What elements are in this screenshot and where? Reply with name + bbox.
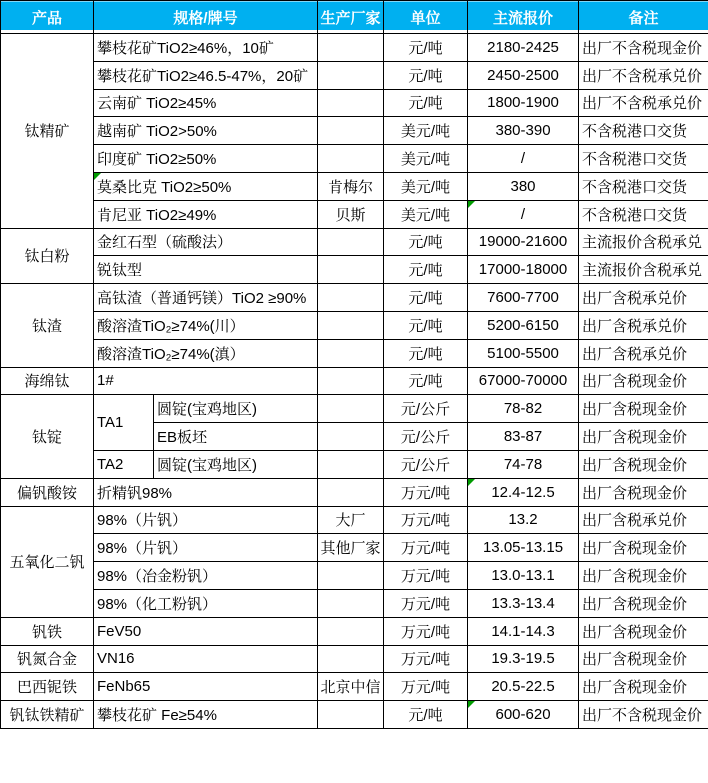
- product-cell: 钛精矿: [1, 34, 94, 229]
- unit-cell: 万元/吨: [384, 534, 468, 562]
- header-product: 产品: [1, 1, 94, 34]
- maker-cell: [318, 117, 384, 145]
- table-row: [1, 589, 708, 617]
- product-cell: 钒铁: [1, 617, 94, 645]
- product-cell: 钛渣: [1, 284, 94, 367]
- price-text: /: [520, 205, 526, 223]
- price-cell: 13.3-13.4: [468, 589, 579, 617]
- note-cell: 不含税港口交货: [579, 172, 708, 200]
- table-row: [1, 256, 708, 284]
- maker-cell: 其他厂家: [318, 534, 384, 562]
- spec-cell: 98%（片钒）: [94, 534, 318, 562]
- table-row: [1, 172, 708, 200]
- price-cell: 2180-2425: [468, 34, 579, 62]
- note-cell: 不含税港口交货: [579, 145, 708, 173]
- comment-marker-icon: [94, 173, 101, 180]
- comment-marker-icon: [468, 479, 475, 486]
- spec-cell: 圆锭(宝鸡地区): [154, 450, 318, 478]
- unit-cell: 元/公斤: [384, 395, 468, 423]
- unit-cell: 元/吨: [384, 228, 468, 256]
- maker-cell: [318, 645, 384, 673]
- spec-cell: 折精钒98%: [94, 478, 318, 506]
- unit-cell: 元/吨: [384, 256, 468, 284]
- table-row: [1, 367, 708, 395]
- note-cell: 不含税港口交货: [579, 200, 708, 228]
- spec-cell: 越南矿 TiO2>50%: [94, 117, 318, 145]
- note-cell: 出厂不含税承兑价: [579, 89, 708, 117]
- unit-cell: 万元/吨: [384, 478, 468, 506]
- comment-marker-icon: [468, 701, 475, 708]
- price-cell: 7600-7700: [468, 284, 579, 312]
- table-row: [1, 478, 708, 506]
- note-cell: 出厂含税承兑价: [579, 311, 708, 339]
- unit-cell: 元/吨: [384, 701, 468, 729]
- price-cell: 2450-2500: [468, 61, 579, 89]
- unit-cell: 万元/吨: [384, 673, 468, 701]
- unit-cell: 万元/吨: [384, 645, 468, 673]
- unit-cell: 元/公斤: [384, 450, 468, 478]
- maker-cell: [318, 589, 384, 617]
- spec-cell: 金红石型（硫酸法）: [94, 228, 318, 256]
- unit-cell: 美元/吨: [384, 117, 468, 145]
- table-row: [1, 395, 708, 423]
- table-row: [1, 450, 708, 478]
- spec-cell: VN16: [94, 645, 318, 673]
- price-cell: 380: [468, 172, 579, 200]
- spec-cell: 98%（片钒）: [94, 506, 318, 534]
- price-cell: 5100-5500: [468, 339, 579, 367]
- spec-cell: 攀枝花矿TiO2≥46%，10矿: [94, 34, 318, 62]
- comment-marker-icon: [468, 201, 475, 208]
- table-row: [1, 645, 708, 673]
- header-note: 备注: [579, 1, 708, 34]
- price-cell: 78-82: [468, 395, 579, 423]
- note-cell: 出厂含税现金价: [579, 673, 708, 701]
- table-row: [1, 339, 708, 367]
- note-cell: 出厂含税现金价: [579, 395, 708, 423]
- spec-cell: 圆锭(宝鸡地区): [154, 395, 318, 423]
- maker-cell: [318, 284, 384, 312]
- note-cell: 出厂不含税现金价: [579, 701, 708, 729]
- unit-cell: 元/公斤: [384, 423, 468, 451]
- maker-cell: [318, 395, 384, 423]
- unit-cell: 美元/吨: [384, 145, 468, 173]
- maker-cell: 肯梅尔: [318, 172, 384, 200]
- spec-text: 莫桑比克 TiO2≥50%: [97, 178, 232, 196]
- table-row: [1, 562, 708, 590]
- spec-cell: 1#: [94, 367, 318, 395]
- unit-cell: 美元/吨: [384, 172, 468, 200]
- note-cell: 出厂含税承兑价: [579, 339, 708, 367]
- table-row: [1, 284, 708, 312]
- price-cell: 5200-6150: [468, 311, 579, 339]
- note-cell: 出厂含税现金价: [579, 423, 708, 451]
- note-cell: 出厂含税现金价: [579, 478, 708, 506]
- maker-cell: [318, 89, 384, 117]
- table-row: [1, 117, 708, 145]
- spec-cell: EB板坯: [154, 423, 318, 451]
- spec-cell: 攀枝花矿 Fe≥54%: [94, 701, 318, 729]
- table-row: [1, 228, 708, 256]
- price-cell: 67000-70000: [468, 367, 579, 395]
- unit-cell: 元/吨: [384, 311, 468, 339]
- unit-cell: 万元/吨: [384, 562, 468, 590]
- price-text: 600-620: [495, 706, 551, 724]
- product-cell: 钒氮合金: [1, 645, 94, 673]
- product-cell: 偏钒酸铵: [1, 478, 94, 506]
- note-cell: 主流报价含税承兑: [579, 228, 708, 256]
- maker-cell: [318, 701, 384, 729]
- unit-cell: 元/吨: [384, 367, 468, 395]
- price-cell: 19000-21600: [468, 228, 579, 256]
- unit-cell: 元/吨: [384, 339, 468, 367]
- maker-cell: [318, 145, 384, 173]
- price-cell: 13.05-13.15: [468, 534, 579, 562]
- maker-cell: 贝斯: [318, 200, 384, 228]
- header-maker: 生产厂家: [318, 1, 384, 34]
- note-cell: 出厂不含税现金价: [579, 34, 708, 62]
- maker-cell: [318, 478, 384, 506]
- note-cell: 出厂不含税承兑价: [579, 61, 708, 89]
- product-cell: 钒钛铁精矿: [1, 701, 94, 729]
- unit-cell: 元/吨: [384, 61, 468, 89]
- note-cell: 出厂含税承兑价: [579, 506, 708, 534]
- unit-cell: 元/吨: [384, 284, 468, 312]
- note-cell: 出厂含税现金价: [579, 450, 708, 478]
- table-row: [1, 534, 708, 562]
- maker-cell: [318, 311, 384, 339]
- unit-cell: 美元/吨: [384, 200, 468, 228]
- price-text: 12.4-12.5: [491, 483, 555, 501]
- spec-cell: 酸溶渣TiO₂≥74%(滇）: [94, 339, 318, 367]
- maker-cell: [318, 339, 384, 367]
- product-cell: 海绵钛: [1, 367, 94, 395]
- maker-cell: [318, 367, 384, 395]
- price-cell: 17000-18000: [468, 256, 579, 284]
- maker-cell: [318, 256, 384, 284]
- unit-cell: 元/吨: [384, 34, 468, 62]
- unit-cell: 元/吨: [384, 89, 468, 117]
- price-cell: 74-78: [468, 450, 579, 478]
- note-cell: 出厂含税现金价: [579, 645, 708, 673]
- maker-cell: [318, 34, 384, 62]
- header-unit: 单位: [384, 1, 468, 34]
- spec-cell: 印度矿 TiO2≥50%: [94, 145, 318, 173]
- table-row: [1, 701, 708, 729]
- price-cell: [468, 478, 579, 506]
- maker-cell: [318, 450, 384, 478]
- table-row: [1, 311, 708, 339]
- price-cell: [468, 701, 579, 729]
- note-cell: 出厂含税现金价: [579, 534, 708, 562]
- product-cell: 钛锭: [1, 395, 94, 478]
- spec-cell: 锐钛型: [94, 256, 318, 284]
- spec-cell: 云南矿 TiO2≥45%: [94, 89, 318, 117]
- price-cell: 380-390: [468, 117, 579, 145]
- price-cell: 20.5-22.5: [468, 673, 579, 701]
- maker-cell: [318, 617, 384, 645]
- spec-cell: 攀枝花矿TiO2≥46.5-47%，20矿: [94, 61, 318, 89]
- unit-cell: 万元/吨: [384, 589, 468, 617]
- spec-cell: 高钛渣（普通钙镁）TiO2 ≥90%: [94, 284, 318, 312]
- note-cell: 出厂含税现金价: [579, 589, 708, 617]
- note-cell: 出厂含税现金价: [579, 367, 708, 395]
- unit-cell: 万元/吨: [384, 506, 468, 534]
- price-cell: [468, 200, 579, 228]
- product-cell: 钛白粉: [1, 228, 94, 284]
- note-cell: 出厂含税承兑价: [579, 284, 708, 312]
- price-cell: 13.2: [468, 506, 579, 534]
- maker-cell: [318, 228, 384, 256]
- product-cell: 巴西铌铁: [1, 673, 94, 701]
- spec-cell: FeV50: [94, 617, 318, 645]
- spec-cell: 98%（冶金粉钒）: [94, 562, 318, 590]
- table-row: [1, 617, 708, 645]
- table-row: [1, 89, 708, 117]
- spec-cell: 酸溶渣TiO₂≥74%(川）: [94, 311, 318, 339]
- maker-cell: 北京中信: [318, 673, 384, 701]
- price-cell: 14.1-14.3: [468, 617, 579, 645]
- grade-cell: TA1: [94, 395, 154, 451]
- spec-cell: 98%（化工粉钒）: [94, 589, 318, 617]
- price-cell: 19.3-19.5: [468, 645, 579, 673]
- unit-cell: 万元/吨: [384, 617, 468, 645]
- maker-cell: [318, 61, 384, 89]
- table-row: [1, 506, 708, 534]
- maker-cell: [318, 423, 384, 451]
- note-cell: 不含税港口交货: [579, 117, 708, 145]
- price-cell: 13.0-13.1: [468, 562, 579, 590]
- note-cell: 出厂含税现金价: [579, 562, 708, 590]
- price-cell: 1800-1900: [468, 89, 579, 117]
- maker-cell: [318, 562, 384, 590]
- price-cell: 83-87: [468, 423, 579, 451]
- maker-cell: 大厂: [318, 506, 384, 534]
- price-cell: /: [468, 145, 579, 173]
- spec-cell: 肯尼亚 TiO2≥49%: [94, 200, 318, 228]
- product-cell: 五氧化二钒: [1, 506, 94, 617]
- header-spec: 规格/牌号: [94, 1, 318, 34]
- header-row: [1, 1, 708, 34]
- table-row: [1, 673, 708, 701]
- table-row: [1, 61, 708, 89]
- header-price: 主流报价: [468, 1, 579, 34]
- note-cell: 主流报价含税承兑: [579, 256, 708, 284]
- note-cell: 出厂含税现金价: [579, 617, 708, 645]
- table-row: [1, 145, 708, 173]
- table-row: [1, 200, 708, 228]
- grade-cell: TA2: [94, 450, 154, 478]
- spec-cell: [94, 172, 318, 200]
- table-row: [1, 34, 708, 62]
- spec-cell: FeNb65: [94, 673, 318, 701]
